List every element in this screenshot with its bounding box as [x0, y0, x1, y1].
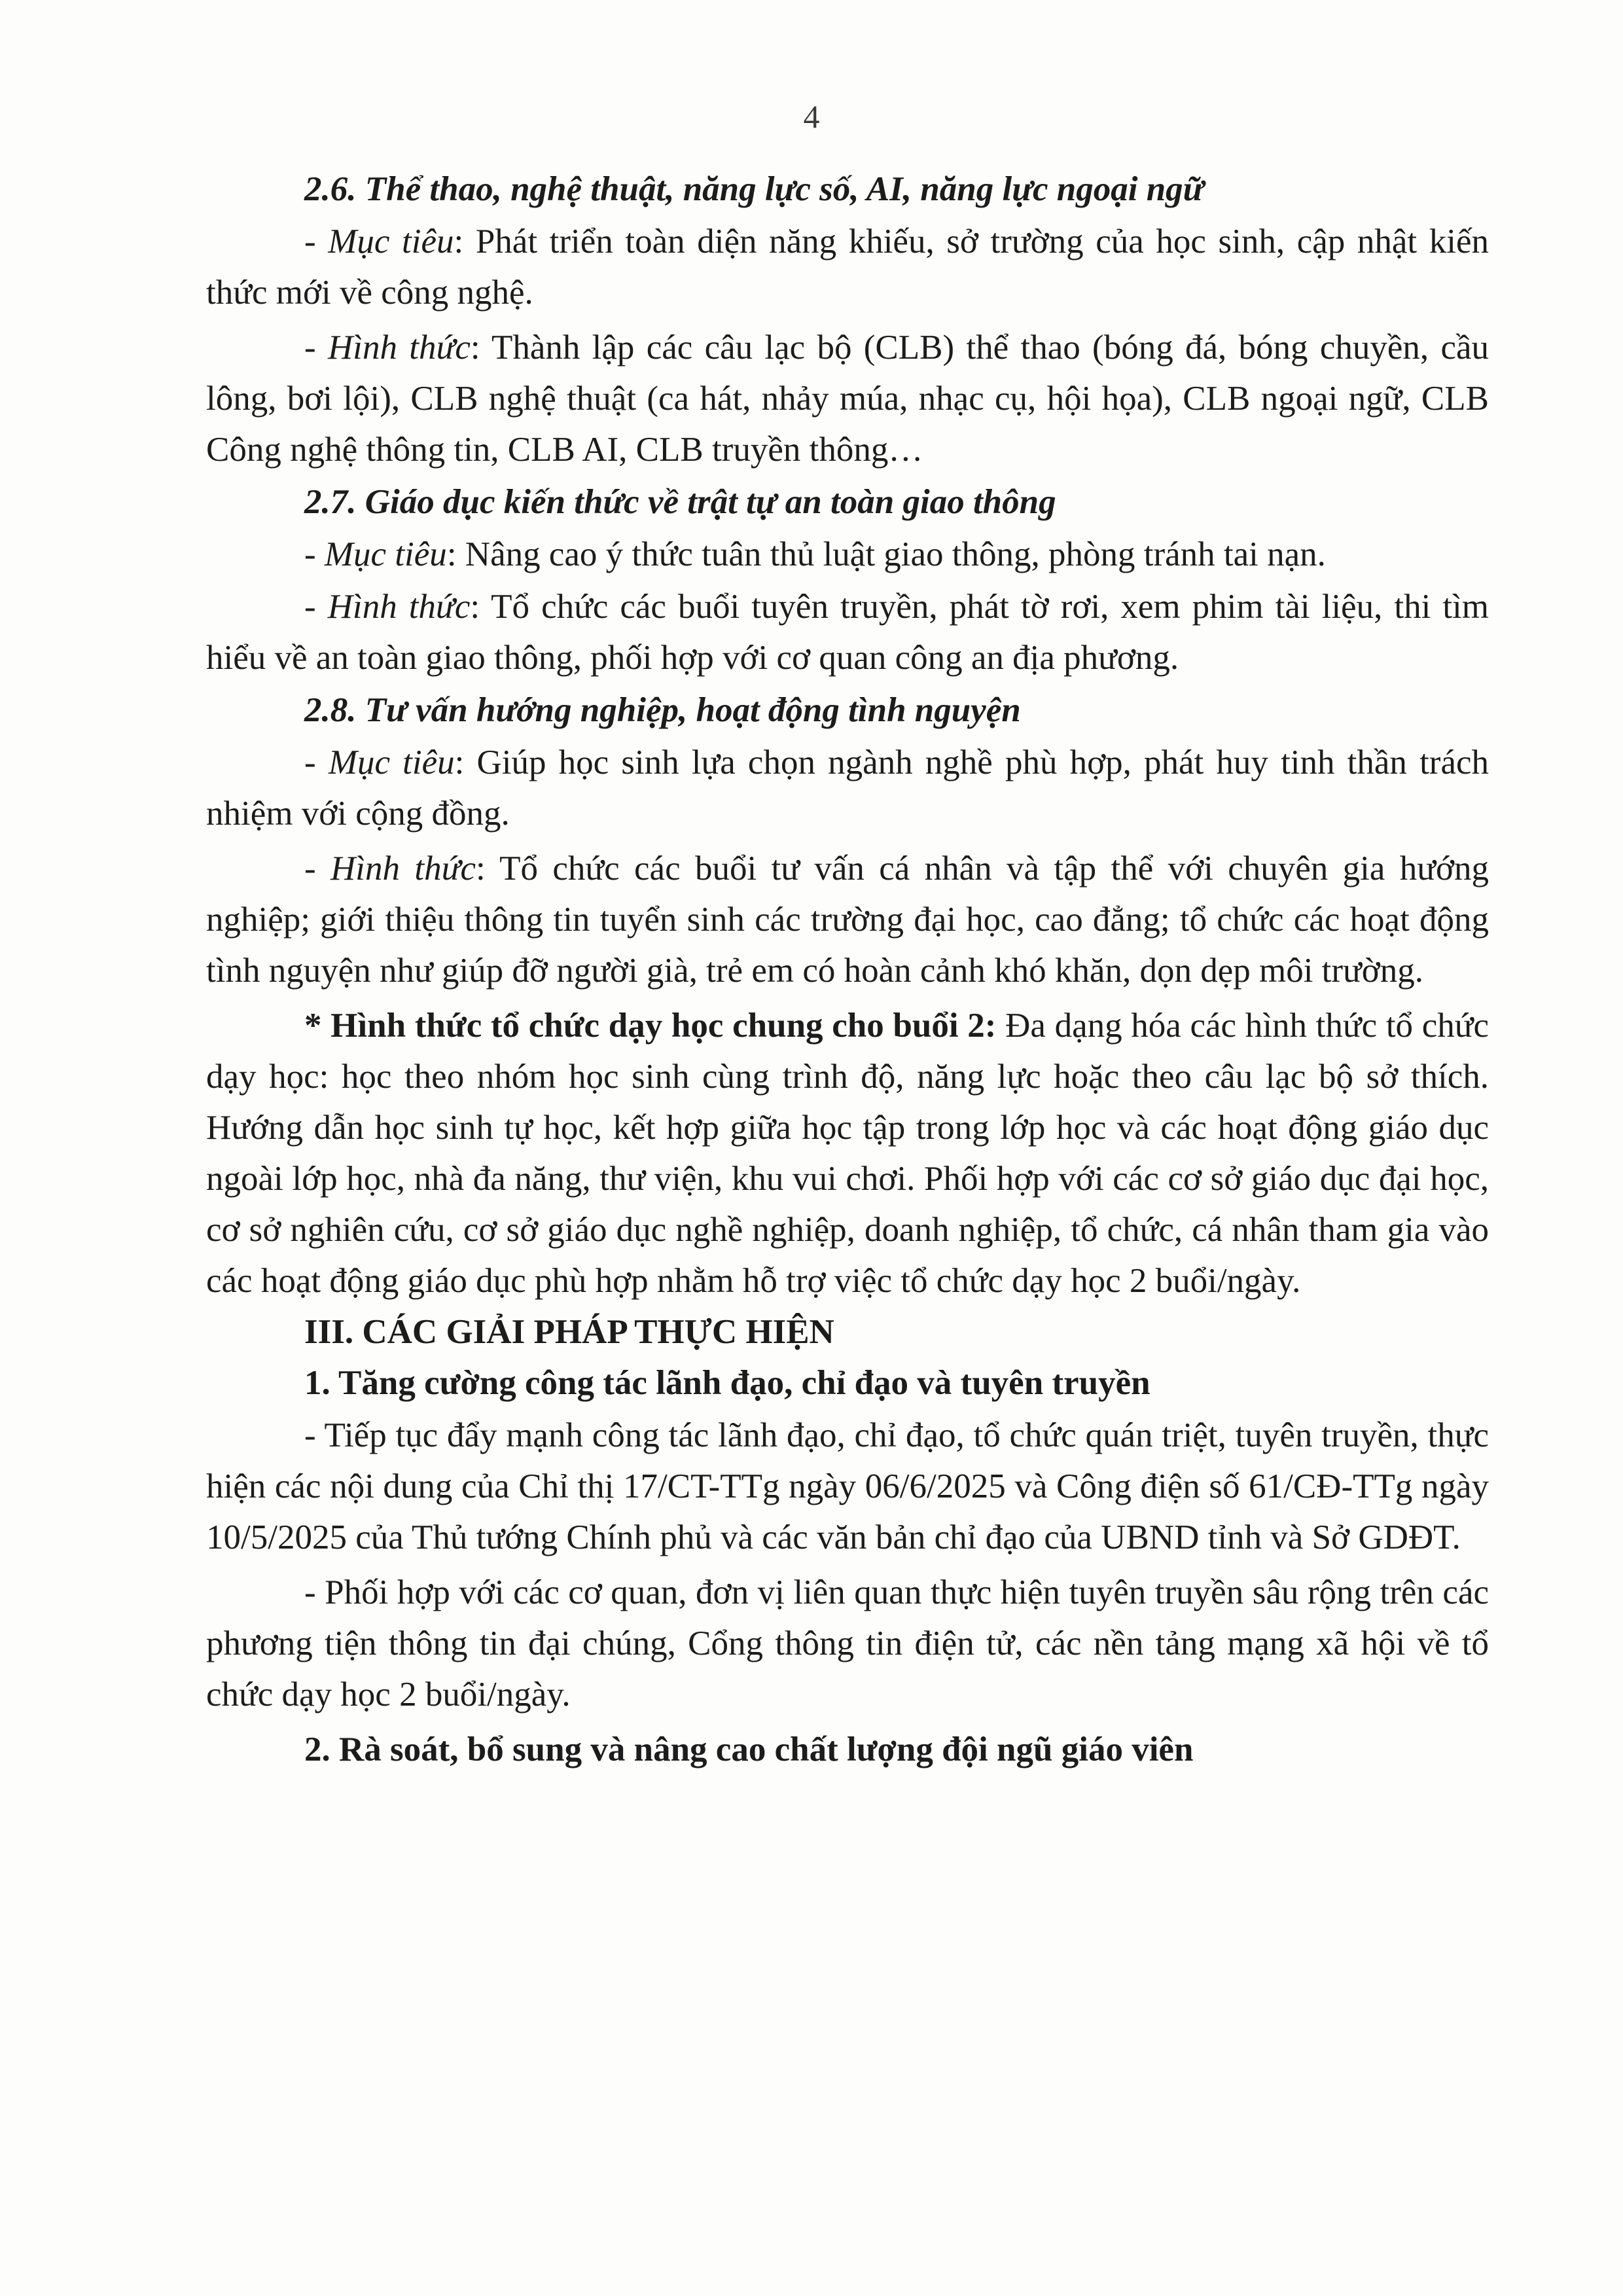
form-label: Hình thức — [327, 588, 471, 626]
part-3-item-1-title: 1. Tăng cường công tác lãnh đạo, chỉ đạo và tuyên truyền — [304, 1364, 1150, 1402]
section-2-8-title: 2.8. Tư vấn hướng nghiệp, hoạt động tình nguyện — [304, 691, 1021, 729]
general-form-lead: * Hình thức tổ chức dạy học chung cho buổi 2: — [304, 1007, 997, 1045]
page-number: 4 — [803, 98, 820, 135]
goal-label: Mục tiêu — [324, 535, 447, 573]
form-text: : Tổ chức các buổi tư vấn cá nhân và tập thể với chuyên gia hướng nghiệp; giới thiệu thông tin tuyển sinh các trường đại học, cao đẳng; tổ chức các hoạt động tình nguyện như giúp đỡ người già, trẻ em có hoàn cảnh khó khăn, dọn dẹp môi trường. — [206, 850, 1489, 990]
goal-text: : Nâng cao ý thức tuân thủ luật giao thông, phòng tránh tai nạn. — [446, 535, 1326, 573]
section-2-8-form: - Hình thức: Tổ chức các buổi tư vấn cá nhân và tập thể với chuyên gia hướng nghiệp; giới thiệu thông tin tuyển sinh các trường đại học, cao đẳng; tổ chức các hoạt động tình nguyện như giúp đỡ người già, trẻ em có hoàn cảnh khó khăn, dọn dẹp môi trường. — [206, 850, 1489, 990]
section-2-6-title: 2.6. Thể thao, nghệ thuật, năng lực số, AI, năng lực ngoại ngữ — [304, 170, 1204, 208]
form-text: : Tổ chức các buổi tuyên truyền, phát tờ rơi, xem phim tài liệu, thi tìm hiểu về an toàn giao thông, phối hợp với cơ quan công an địa phương. — [206, 588, 1489, 677]
section-2-6-form: - Hình thức: Thành lập các câu lạc bộ (CLB) thể thao (bóng đá, bóng chuyền, cầu lông, bơi lội), CLB nghệ thuật (ca hát, nhảy múa, nhạc cụ, hội họa), CLB ngoại ngữ, CLB Công nghệ thông tin, CLB AI, CLB truyền thông… — [206, 329, 1489, 469]
goal-text: : Giúp học sinh lựa chọn ngành nghề phù hợp, phát huy tinh thần trách nhiệm với cộng đồng. — [206, 744, 1489, 833]
general-form-paragraph — [206, 1000, 1489, 1306]
section-2-8-goal: - Mục tiêu: Giúp học sinh lựa chọn ngành nghề phù hợp, phát huy tinh thần trách nhiệm với cộng đồng. — [206, 744, 1489, 833]
form-text: : Thành lập các câu lạc bộ (CLB) thể thao (bóng đá, bóng chuyền, cầu lông, bơi lội), CLB nghệ thuật (ca hát, nhảy múa, nhạc cụ, hội họa), CLB ngoại ngữ, CLB Công nghệ thông tin, CLB AI, CLB truyền thông… — [206, 329, 1489, 469]
part-3-item-1-paragraph-1: - Tiếp tục đẩy mạnh công tác lãnh đạo, chỉ đạo, tổ chức quán triệt, tuyên truyền, thực hiện các nội dung của Chỉ thị 17/CT-TTg ngày 06/6/2025 và Công điện số 61/CĐ-TTg ngày 10/5/2025 của Thủ tướng Chính phủ và các văn bản chỉ đạo của UBND tỉnh và Sở GDĐT. — [206, 1416, 1489, 1556]
general-form-text: Đa dạng hóa các hình thức tổ chức dạy học: học theo nhóm học sinh cùng trình độ, năng lực hoặc theo câu lạc bộ sở thích. Hướng dẫn học sinh tự học, kết hợp giữa học tập trong lớp học và các hoạt động giáo dục ngoài lớp học, nhà đa năng, thư viện, khu vui chơi. Phối hợp với các cơ sở giáo dục đại học, cơ sở nghiên cứu, cơ sở giáo dục nghề nghiệp, doanh nghiệp, tổ chức, cá nhân tham gia vào các hoạt động giáo dục phù hợp nhằm hỗ trợ việc tổ chức dạy học 2 buổi/ngày. — [206, 1007, 1489, 1300]
section-2-7-form: - Hình thức: Tổ chức các buổi tuyên truyền, phát tờ rơi, xem phim tài liệu, thi tìm hiểu về an toàn giao thông, phối hợp với cơ quan công an địa phương. — [206, 588, 1489, 677]
part-3-title: III. CÁC GIẢI PHÁP THỰC HIỆN — [304, 1313, 834, 1351]
part-3-item-1-paragraph-2: - Phối hợp với các cơ quan, đơn vị liên quan thực hiện tuyên truyền sâu rộng trên các phương tiện thông tin đại chúng, Cổng thông tin điện tử, các nền tảng mạng xã hội về tổ chức dạy học 2 buổi/ngày. — [206, 1573, 1489, 1713]
goal-label: Mục tiêu — [328, 744, 455, 781]
document-body — [206, 162, 1489, 1775]
section-2-7-goal: - Mục tiêu: Nâng cao ý thức tuân thủ luật giao thông, phòng tránh tai nạn. — [304, 535, 1326, 573]
section-2-7-title: 2.7. Giáo dục kiến thức về trật tự an toàn giao thông — [304, 483, 1056, 521]
section-2-6-goal: - Mục tiêu: Phát triển toàn diện năng khiếu, sở trường của học sinh, cập nhật kiến thức mới về công nghệ. — [206, 223, 1489, 312]
form-label: Hình thức — [330, 850, 476, 888]
form-label: Hình thức — [327, 329, 471, 367]
goal-label: Mục tiêu — [328, 223, 454, 260]
part-3-item-2-title: 2. Rà soát, bổ sung và nâng cao chất lượng đội ngũ giáo viên — [304, 1731, 1194, 1768]
goal-text: : Phát triển toàn diện năng khiếu, sở trường của học sinh, cập nhật kiến thức mới về công nghệ. — [206, 223, 1489, 312]
